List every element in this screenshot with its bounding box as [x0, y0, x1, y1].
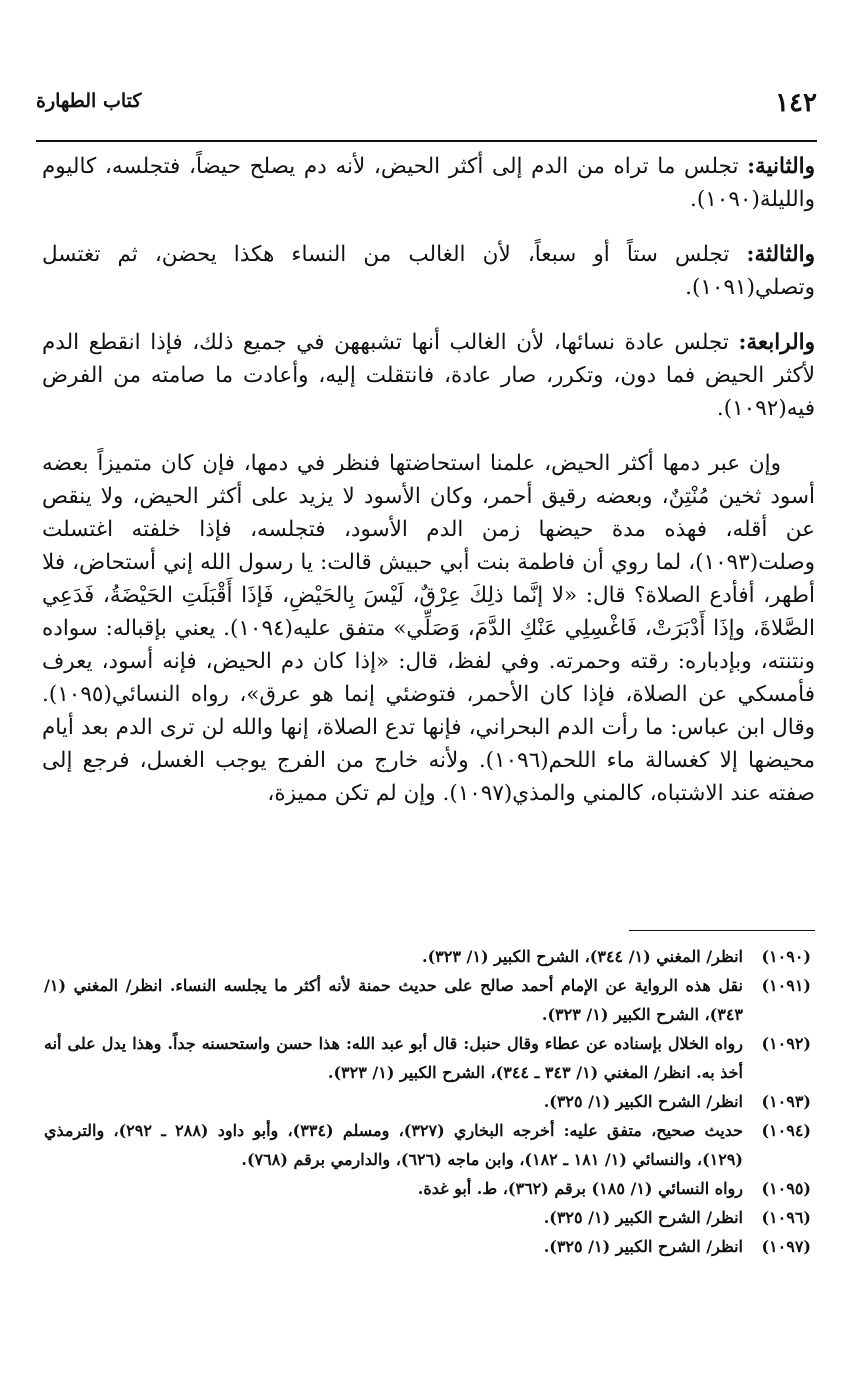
footnotes	[44, 942, 811, 1261]
footnote-item	[44, 1174, 811, 1203]
footnote-number: (١٠٩١)	[761, 976, 811, 995]
footnote-text: رواه الخلال بإسناده عن عطاء وقال حنبل: قال أبو عبد الله: هذا حسن واستحسنه جداً. وهذا يدل على أنه أخذ به. انظر/ المغني (١/ ٣٤٣ ـ ٣٤٤)، الشرح الكبير (١/ ٣٢٣).	[44, 1034, 743, 1082]
paragraph-fourth	[42, 326, 815, 425]
paragraph-lead: والثالثة:	[746, 242, 815, 267]
main-text	[42, 150, 815, 832]
footnote-number: (١٠٩٢)	[761, 1034, 811, 1053]
footnote-text: رواه النسائي (١/ ١٨٥) برقم (٣٦٢)، ط. أبو غدة.	[417, 1179, 743, 1198]
footnote-text: انظر/ المغني (١/ ٣٤٤)، الشرح الكبير (١/ ٣٢٣).	[422, 947, 743, 966]
paragraph-second	[42, 150, 815, 216]
paragraph-text: تجلس عادة نسائها، لأن الغالب أنها تشبههن في جميع ذلك، فإذا انقطع الدم لأكثر الحيض فما دون، وتكرر، صار عادة، فانتقلت إليه، وأعادت ما صامته من الفرض فيه(١٠٩٢).	[42, 330, 815, 421]
footnote-number: (١٠٩٣)	[761, 1092, 811, 1111]
paragraph-third	[42, 238, 815, 304]
footnote-item	[44, 971, 811, 1029]
footnote-text: نقل هذه الرواية عن الإمام أحمد صالح على حديث حمنة لأنه أكثر ما يجلسه النساء. انظر/ المغني (١/ ٣٤٣)، الشرح الكبير (١/ ٣٢٣).	[44, 976, 743, 1024]
footnote-item	[44, 942, 811, 971]
paragraph-text: تجلس ما تراه من الدم إلى أكثر الحيض، لأنه دم يصلح حيضاً، فتجلسه، كاليوم والليلة(١٠٩٠).	[42, 154, 815, 212]
footnote-number: (١٠٩٧)	[761, 1237, 811, 1256]
page-number: ١٤٢	[775, 88, 817, 118]
paragraph-text: تجلس ستاً أو سبعاً، لأن الغالب من النساء هكذا يحضن، ثم تغتسل وتصلي(١٠٩١).	[42, 242, 815, 300]
paragraph-lead: والرابعة:	[738, 330, 815, 355]
footnote-text: انظر/ الشرح الكبير (١/ ٣٢٥).	[543, 1092, 743, 1111]
footnote-rule	[629, 930, 815, 931]
footnote-number: (١٠٩٥)	[761, 1179, 811, 1198]
book-title: كتاب الطهارة	[36, 90, 142, 112]
footnote-item	[44, 1029, 811, 1087]
footnote-number: (١٠٩٠)	[761, 947, 811, 966]
page-header	[36, 88, 817, 124]
footnote-text: انظر/ الشرح الكبير (١/ ٣٢٥).	[543, 1208, 743, 1227]
paragraph-text: وإن عبر دمها أكثر الحيض، علمنا استحاضتها فنظر في دمها، فإن كان متميزاً بعضه أسود ثخين مُنْتِنٌ، وبعضه رقيق أحمر، وكان الأسود لا يزيد على أكثر الحيض، ولا ينقص عن أقله، فهذه مدة حيضها زمن الدم الأسود، فتجلسه، فإذا خلفته اغتسلت وصلت(١٠٩٣)، لما روي أن فاطمة بنت أبي حبيش قالت: يا رسول الله إني أستحاض، فلا أطهر، أفأدع الصلاة؟ قال: «لا إنَّما ذلِكَ عِرْقٌ، لَيْسَ بِالحَيْضِ، فَإذَا أَقْبَلَتِ الحَيْضَةُ، فَدَعِي الصَّلاةَ، وإذَا أَدْبَرَتْ، فَاغْسِلِي عَنْكِ الدَّمَ، وَصَلِّي» متفق عليه(١٠٩٤). يعني بإقباله: سواده ونتنته، وبإدباره: رقته وحمرته. وفي لفظ، قال: «إذا كان دم الحيض، فإنه أسود، يعرف فأمسكي عن الصلاة، فإذا كان الأحمر، فتوضئي إنما هو عرق»، رواه النسائي(١٠٩٥). وقال ابن عباس: ما رأت الدم البحراني، فإنها تدع الصلاة، إنها والله لن ترى الدم بعد أيام محيضها إلا كغسالة ماء اللحم(١٠٩٦). ولأنه خارج من الفرج يوجب الغسل، فرجع إلى صفته عند الاشتباه، كالمني والمذي(١٠٩٧). وإن لم تكن مميزة،	[42, 451, 815, 806]
paragraph-lead: والثانية:	[747, 154, 815, 179]
paragraph-main	[42, 447, 815, 810]
footnote-text: حديث صحيح، متفق عليه: أخرجه البخاري (٣٢٧)، ومسلم (٣٣٤)، وأبو داود (٢٨٨ ـ ٢٩٢)، والترمذي (١٢٩)، والنسائي (١/ ١٨١ ـ ١٨٢)، وابن ماجه (٦٢٦)، والدارمي برقم (٧٦٨).	[44, 1121, 744, 1169]
footnote-item	[44, 1116, 811, 1174]
footnote-item	[44, 1203, 811, 1232]
footnote-item	[44, 1087, 811, 1116]
footnote-number: (١٠٩٤)	[761, 1121, 811, 1140]
footnote-text: انظر/ الشرح الكبير (١/ ٣٢٥).	[543, 1237, 743, 1256]
header-rule	[36, 140, 817, 142]
footnote-number: (١٠٩٦)	[761, 1208, 811, 1227]
footnote-item	[44, 1232, 811, 1261]
